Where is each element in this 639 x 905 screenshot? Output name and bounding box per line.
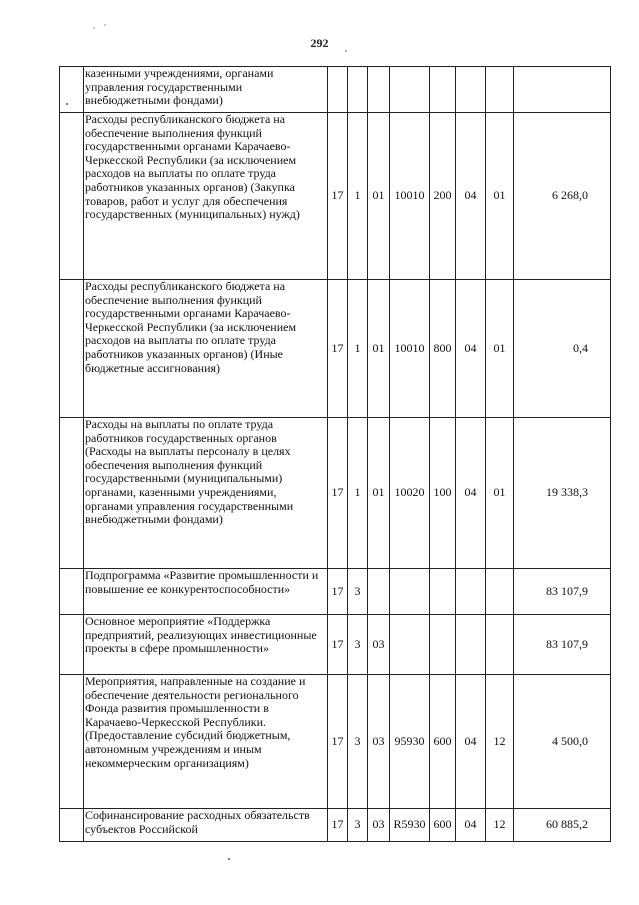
- cell-amount: 0,4: [514, 280, 611, 418]
- cell-amount: 60 885,2: [514, 809, 611, 842]
- cell-pr: 01: [486, 280, 514, 418]
- cell-vr: [430, 615, 456, 675]
- cell-vr: 600: [430, 675, 456, 809]
- cell-direction: [390, 569, 430, 615]
- table-row: [60, 569, 611, 615]
- table-row: [60, 67, 611, 113]
- cell-direction: 10020: [390, 418, 430, 569]
- cell-rz: 04: [456, 675, 486, 809]
- cell-pp: 3: [348, 615, 368, 675]
- blank-cell: [60, 569, 84, 615]
- cell-amount: 19 338,3: [514, 418, 611, 569]
- cell-rz: 04: [456, 113, 486, 280]
- scan-speck: [93, 27, 95, 29]
- cell-direction: [390, 615, 430, 675]
- scan-speck: [228, 858, 230, 860]
- cell-amount: 83 107,9: [514, 615, 611, 675]
- cell-pp: 3: [348, 569, 368, 615]
- cell-pp: 3: [348, 675, 368, 809]
- cell-vr: 800: [430, 280, 456, 418]
- cell-rz: [456, 615, 486, 675]
- cell-pp: 1: [348, 418, 368, 569]
- cell-om: 03: [368, 615, 390, 675]
- cell-gp: 17: [328, 569, 348, 615]
- table-row: [60, 809, 611, 842]
- blank-cell: [60, 418, 84, 569]
- table-row: [60, 280, 611, 418]
- cell-rz: [456, 569, 486, 615]
- cell-pr: 01: [486, 418, 514, 569]
- cell-pp: 1: [348, 280, 368, 418]
- cell-direction: 95930: [390, 675, 430, 809]
- row-description: Подпрограмма «Развитие промышленности и повышение ее конкурентоспособности»: [84, 569, 328, 615]
- cell-pr: 01: [486, 113, 514, 280]
- cell-vr: 600: [430, 809, 456, 842]
- cell-vr: 100: [430, 418, 456, 569]
- blank-cell: [60, 113, 84, 280]
- cell-gp: 17: [328, 113, 348, 280]
- cell-gp: 17: [328, 809, 348, 842]
- cell-pr: [486, 67, 514, 113]
- cell-gp: [328, 67, 348, 113]
- cell-om: 01: [368, 113, 390, 280]
- row-description: Софинансирование расходных обязательств субъектов Российской: [84, 809, 328, 842]
- blank-cell: [60, 67, 84, 113]
- blank-cell: [60, 615, 84, 675]
- cell-amount: 6 268,0: [514, 113, 611, 280]
- scan-speck: [345, 50, 347, 52]
- table-row: [60, 615, 611, 675]
- row-description: Расходы республиканского бюджета на обеспечение выполнения функций государственными органами Карачаево-Черкесской Республики (за исключением расходов на выплаты по оплате труда работников указанных органов) (Закупка товаров, работ и услуг для обеспечения государственных (муниципальных) нужд): [84, 113, 328, 280]
- row-description: Расходы республиканского бюджета на обеспечение выполнения функций государственными органами Карачаево-Черкесской Республики (за исключением расходов на выплаты по оплате труда работников указанных органов) (Иные бюджетные ассигнования): [84, 280, 328, 418]
- table-row: [60, 418, 611, 569]
- cell-vr: [430, 569, 456, 615]
- cell-pr: [486, 615, 514, 675]
- cell-om: [368, 569, 390, 615]
- cell-direction: 10010: [390, 113, 430, 280]
- budget-table: [59, 66, 611, 842]
- scan-speck: [104, 24, 106, 26]
- cell-gp: 17: [328, 675, 348, 809]
- cell-pr: 12: [486, 809, 514, 842]
- cell-pp: [348, 67, 368, 113]
- cell-om: 03: [368, 809, 390, 842]
- cell-pp: 3: [348, 809, 368, 842]
- row-description: Расходы на выплаты по оплате труда работников государственных органов (Расходы на выплаты персоналу в целях обеспечения выполнения функций государственными (муниципальными) органами, казенными учреждениями, органами управления государственными внебюджетными фондами): [84, 418, 328, 569]
- table-row: [60, 113, 611, 280]
- blank-cell: [60, 675, 84, 809]
- page-number: 292: [310, 36, 329, 50]
- cell-rz: 04: [456, 418, 486, 569]
- cell-pr: 12: [486, 675, 514, 809]
- cell-om: 01: [368, 280, 390, 418]
- cell-gp: 17: [328, 280, 348, 418]
- blank-cell: [60, 809, 84, 842]
- cell-om: 03: [368, 675, 390, 809]
- cell-gp: 17: [328, 615, 348, 675]
- cell-rz: [456, 67, 486, 113]
- cell-pr: [486, 569, 514, 615]
- cell-vr: 200: [430, 113, 456, 280]
- cell-direction: 10010: [390, 280, 430, 418]
- cell-gp: 17: [328, 418, 348, 569]
- cell-amount: 83 107,9: [514, 569, 611, 615]
- cell-rz: 04: [456, 280, 486, 418]
- blank-cell: [60, 280, 84, 418]
- cell-pp: 1: [348, 113, 368, 280]
- cell-om: [368, 67, 390, 113]
- cell-vr: [430, 67, 456, 113]
- table-row: [60, 675, 611, 809]
- cell-amount: 4 500,0: [514, 675, 611, 809]
- cell-rz: 04: [456, 809, 486, 842]
- cell-direction: [390, 67, 430, 113]
- row-description: казенными учреждениями, органами управления государственными внебюджетными фондами): [84, 67, 328, 113]
- row-description: Мероприятия, направленные на создание и обеспечение деятельности регионального Фонда развития промышленности в Карачаево-Черкесской Республики. (Предоставление субсидий бюджетным, автономным учреждениям и иным некоммерческим организациям): [84, 675, 328, 809]
- cell-om: 01: [368, 418, 390, 569]
- cell-amount: [514, 67, 611, 113]
- scan-speck: [66, 103, 68, 105]
- row-description: Основное мероприятие «Поддержка предприятий, реализующих инвестиционные проекты в сфере промышленности»: [84, 615, 328, 675]
- cell-direction: R5930: [390, 809, 430, 842]
